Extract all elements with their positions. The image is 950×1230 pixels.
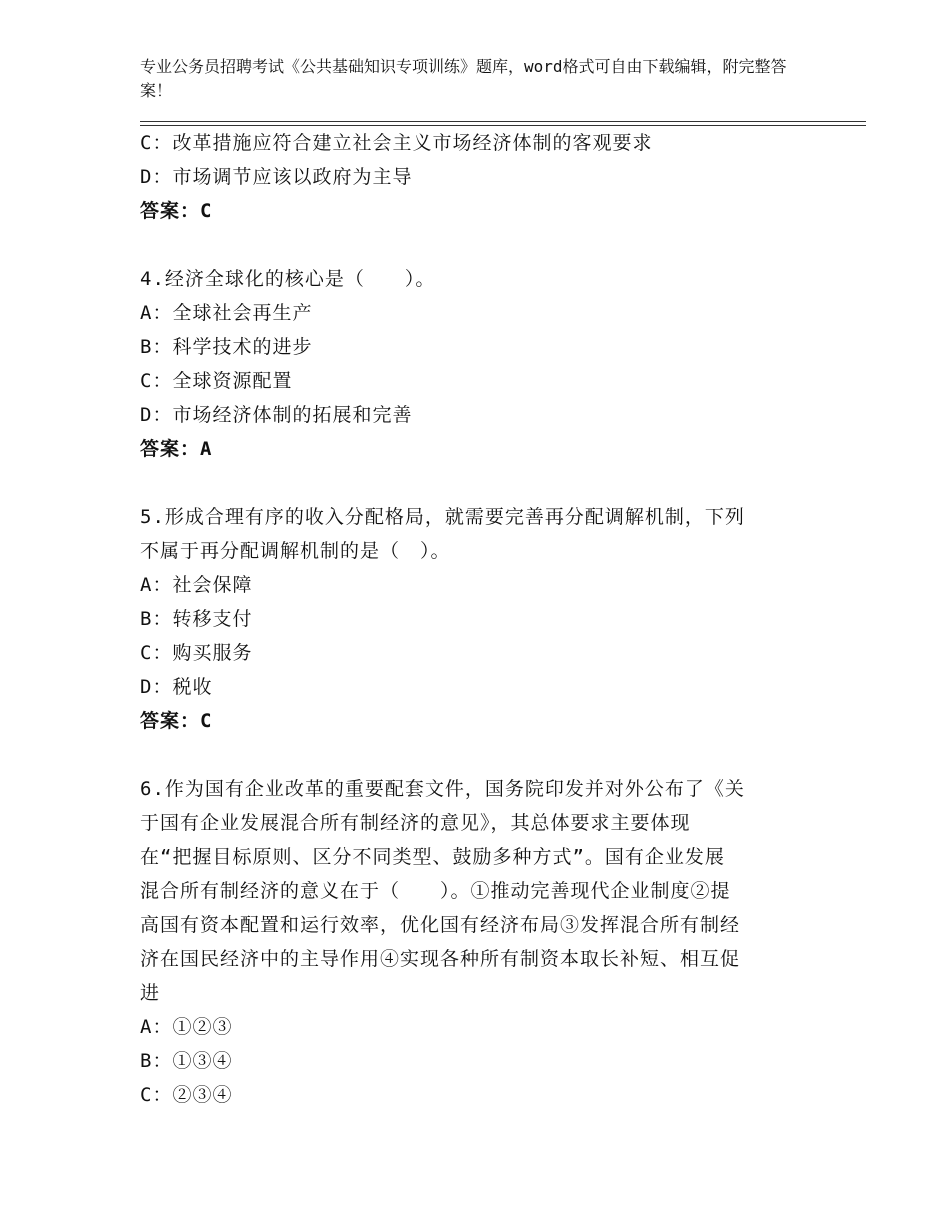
question-6 [140,772,810,1112]
question-text-line: 混合所有制经济的意义在于（ ）。①推动完善现代企业制度②提 [140,880,731,902]
answer: 答案：C [140,200,213,222]
question-text-line: 高国有资本配置和运行效率，优化国有经济布局③发挥混合所有制经 [140,914,741,936]
question-text-line: 不属于再分配调解机制的是（ ）。 [140,540,451,562]
question-text-line: 5.形成合理有序的收入分配格局，就需要完善再分配调解机制，下列 [140,506,745,528]
question-5 [140,500,810,738]
answer: 答案：A [140,438,213,460]
document-header [140,55,800,103]
question-text-line: 6.作为国有企业改革的重要配套文件，国务院印发并对外公布了《关 [140,778,745,800]
question-list [140,126,810,1112]
option-a: A：全球社会再生产 [140,302,313,324]
question-4 [140,262,810,466]
option-d: D：市场调节应该以政府为主导 [140,166,413,188]
question-text-line: 在“把握目标原则、区分不同类型、鼓励多种方式”。国有企业发展 [140,846,725,868]
option-c: C：②③④ [140,1084,233,1106]
header-text: 专业公务员招聘考试《公共基础知识专项训练》题库，word格式可自由下载编辑，附完整答案！ [140,57,787,100]
option-a: A：①②③ [140,1016,233,1038]
option-a: A：社会保障 [140,574,253,596]
header-rule-top [140,121,866,122]
option-c: C：全球资源配置 [140,370,293,392]
option-d: D：市场经济体制的拓展和完善 [140,404,413,426]
option-b: B：科学技术的进步 [140,336,313,358]
question-text-line: 进 [140,982,161,1004]
option-b: B：①③④ [140,1050,233,1072]
question-text-line: 于国有企业发展混合所有制经济的意见》，其总体要求主要体现 [140,812,691,834]
answer: 答案：C [140,710,213,732]
question-text-line: 济在国民经济中的主导作用④实现各种所有制资本取长补短、相互促 [140,948,741,970]
question-text: 4.经济全球化的核心是（ ）。 [140,268,436,290]
option-c: C：改革措施应符合建立社会主义市场经济体制的客观要求 [140,132,653,154]
question-3-tail [140,126,810,228]
option-c: C：购买服务 [140,642,253,664]
option-b: B：转移支付 [140,608,253,630]
option-d: D：税收 [140,676,213,698]
